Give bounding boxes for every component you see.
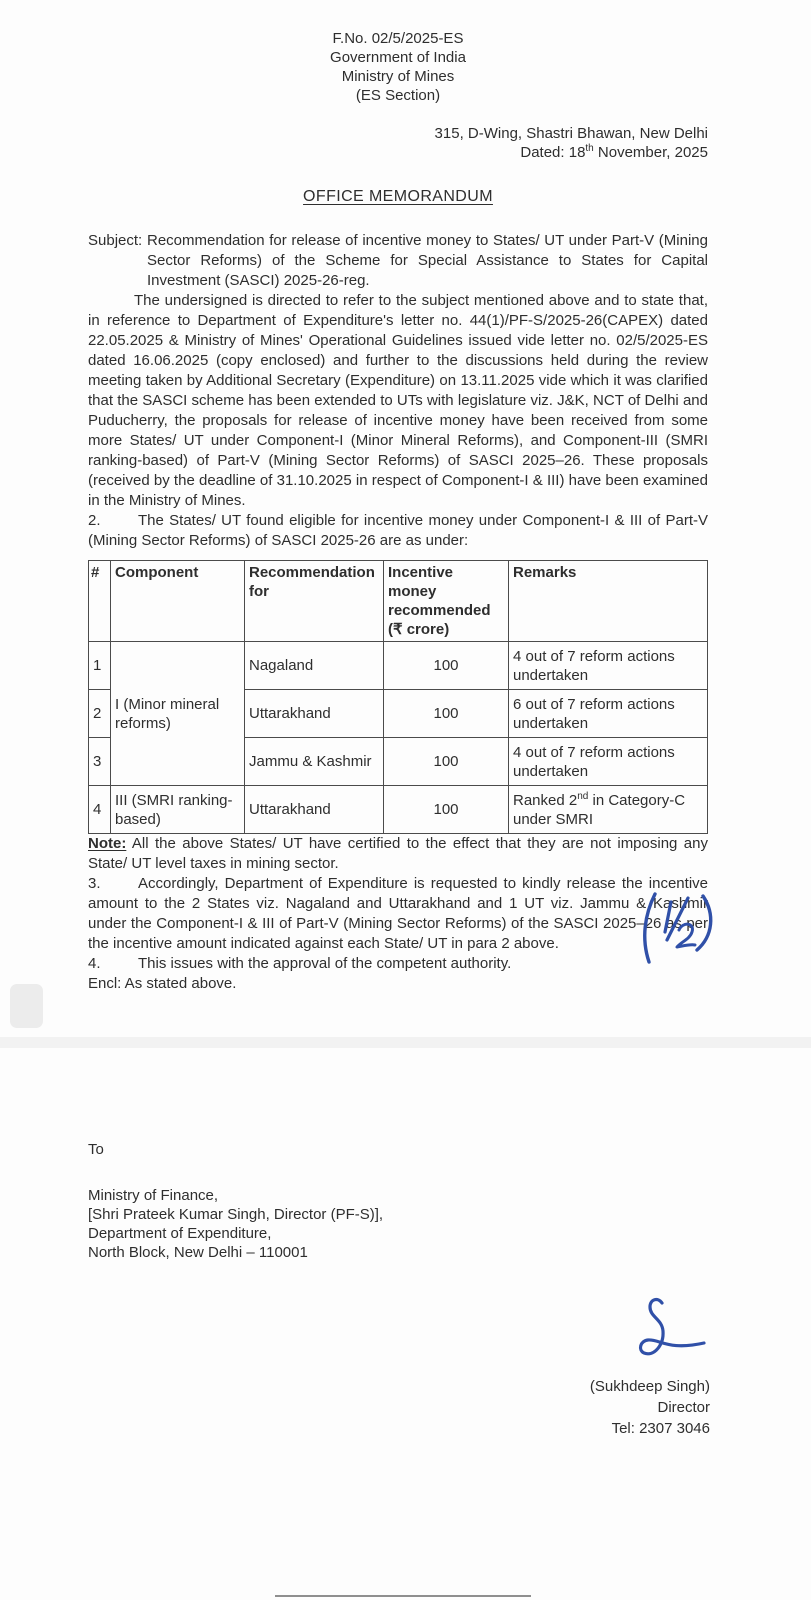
addressee-block (88, 1140, 708, 1262)
paragraph-2-text: The States/ UT found eligible for incentive money under Component-I & III of Part-V (Mining Sector Reforms) of SASCI 2025-26 are as under: (88, 512, 708, 549)
page-bottom-rule (275, 1595, 531, 1597)
addressee-line: Ministry of Finance, (88, 1187, 219, 1204)
subject-block (88, 231, 708, 291)
paragraph-2-number: 2. (88, 512, 101, 529)
addressee-line: North Block, New Delhi – 110001 (88, 1244, 308, 1261)
cell-remarks: 6 out of 7 reform actions undertaken (509, 690, 708, 738)
subject-label: Subject: (88, 232, 143, 249)
scan-artifact-box (10, 984, 43, 1028)
cell-component-group-1: I (Minor mineral reforms) (111, 642, 245, 786)
paragraph-1: The undersigned is directed to refer to the subject mentioned above and to state that, in reference to Department of Expenditure's letter no. 44(1)/PF-S/2025-26(CAPEX) dated 22.05.2025 & Ministry of Mines' Operational Guidelines issued vide letter no. 02/5/2025-ES dated 16.06.2025 (copy enclosed) and further to the discussions held during the review meeting taken by Additional Secretary (Expenditure) on 13.11.2025 vide which it was clarified that the SASCI scheme has been extended to UTs with legislature viz. J&K, NCT of Delhi and Puducherry, the proposals for release of incentive money have been received from some more States/ UT under Component-I (Minor Mineral Reforms), and Component-III (SMRI ranking-based) of Part-V (Mining Sector Reforms) of SASCI 2025–26. These proposals (received by the deadline of 31.10.2025 in respect of Component-I & III) have been examined in the Ministry of Mines. (88, 292, 708, 509)
to-label: To (88, 1141, 104, 1158)
signatory-block (590, 1376, 710, 1439)
addressee-line: [Shri Prateek Kumar Singh, Director (PF-S)], (88, 1206, 384, 1223)
office-address: 315, D-Wing, Shastri Bhawan, New Delhi (434, 125, 708, 142)
cell-amount: 100 (384, 786, 509, 834)
header-remarks: Remarks (509, 561, 708, 642)
header-incentive: Incentive money recommended (₹ crore) (384, 561, 509, 642)
subject-text: Recommendation for release of incentive money to States/ UT under Part-V (Mining Sector Reforms) of the Scheme for Special Assistance to States for Capital Investment (SASCI) 2025-26-reg. (147, 232, 708, 289)
handwritten-page-mark (633, 888, 733, 970)
date-prefix: Dated: 18 (520, 144, 586, 161)
header-serial: # (89, 561, 111, 642)
header-component: Component (111, 561, 245, 642)
enclosure-line: Encl: As stated above. (88, 975, 237, 992)
eligibility-table (88, 560, 708, 834)
cell-remarks: Ranked 2nd in Category-C under SMRI (509, 786, 708, 834)
page-break-band (0, 1037, 811, 1048)
org-government: Government of India (330, 49, 466, 66)
signatory-name: (Sukhdeep Singh) (589, 1378, 710, 1395)
paragraph-3 (88, 874, 708, 954)
cell-sno: 3 (89, 738, 111, 786)
org-ministry: Ministry of Mines (341, 68, 455, 85)
table-row (89, 786, 708, 834)
address-date-block (88, 124, 708, 162)
paragraph-3-text: Accordingly, Department of Expenditure is requested to kindly release the incentive amount to the 2 States viz. Nagaland and Uttarakhand and 1 UT viz. Jammu & Kashmir under the Component-I & III of Part-V (Mining Sector Reforms) of the SASCI 2025–26 as per the incentive amount indicated against each State/ UT in para 2 above. (88, 875, 708, 952)
file-number: F.No. 02/5/2025-ES (332, 30, 464, 47)
note-label: Note: (88, 835, 127, 852)
paragraph-4-text: This issues with the approval of the competent authority. (138, 955, 512, 972)
signature (616, 1295, 708, 1371)
org-section: (ES Section) (355, 87, 441, 104)
table-header-row (89, 561, 708, 642)
cell-state: Uttarakhand (245, 690, 384, 738)
cell-amount: 100 (384, 738, 509, 786)
letterhead (88, 29, 708, 105)
cell-remarks: 4 out of 7 reform actions undertaken (509, 642, 708, 690)
date-line (88, 143, 708, 162)
note-text: All the above States/ UT have certified to the effect that they are not imposing any State/ UT level taxes in mining sector. (88, 835, 708, 872)
cell-amount: 100 (384, 642, 509, 690)
paragraph-2 (88, 511, 708, 551)
cell-sno: 1 (89, 642, 111, 690)
memo-page (88, 0, 708, 1262)
date-ordinal: th (585, 143, 594, 154)
table-row (89, 642, 708, 690)
addressee-line: Department of Expenditure, (88, 1225, 272, 1242)
note-block (88, 834, 708, 874)
date-suffix: November, 2025 (593, 144, 708, 161)
cell-sno: 2 (89, 690, 111, 738)
cell-state: Uttarakhand (245, 786, 384, 834)
signatory-designation: Director (657, 1399, 710, 1416)
cell-state: Nagaland (245, 642, 384, 690)
cell-remarks: 4 out of 7 reform actions undertaken (509, 738, 708, 786)
paragraph-3-number: 3. (88, 875, 101, 892)
cell-state: Jammu & Kashmir (245, 738, 384, 786)
header-recommendation: Recommendation for (245, 561, 384, 642)
paragraph-4-number: 4. (88, 955, 101, 972)
rank-ordinal: nd (577, 790, 589, 802)
signatory-telephone: Tel: 2307 3046 (611, 1420, 710, 1437)
cell-component-group-2: III (SMRI ranking-based) (111, 786, 245, 834)
paragraph-4 (88, 954, 708, 974)
cell-sno: 4 (89, 786, 111, 834)
memo-title: OFFICE MEMORANDUM (303, 188, 493, 205)
cell-amount: 100 (384, 690, 509, 738)
